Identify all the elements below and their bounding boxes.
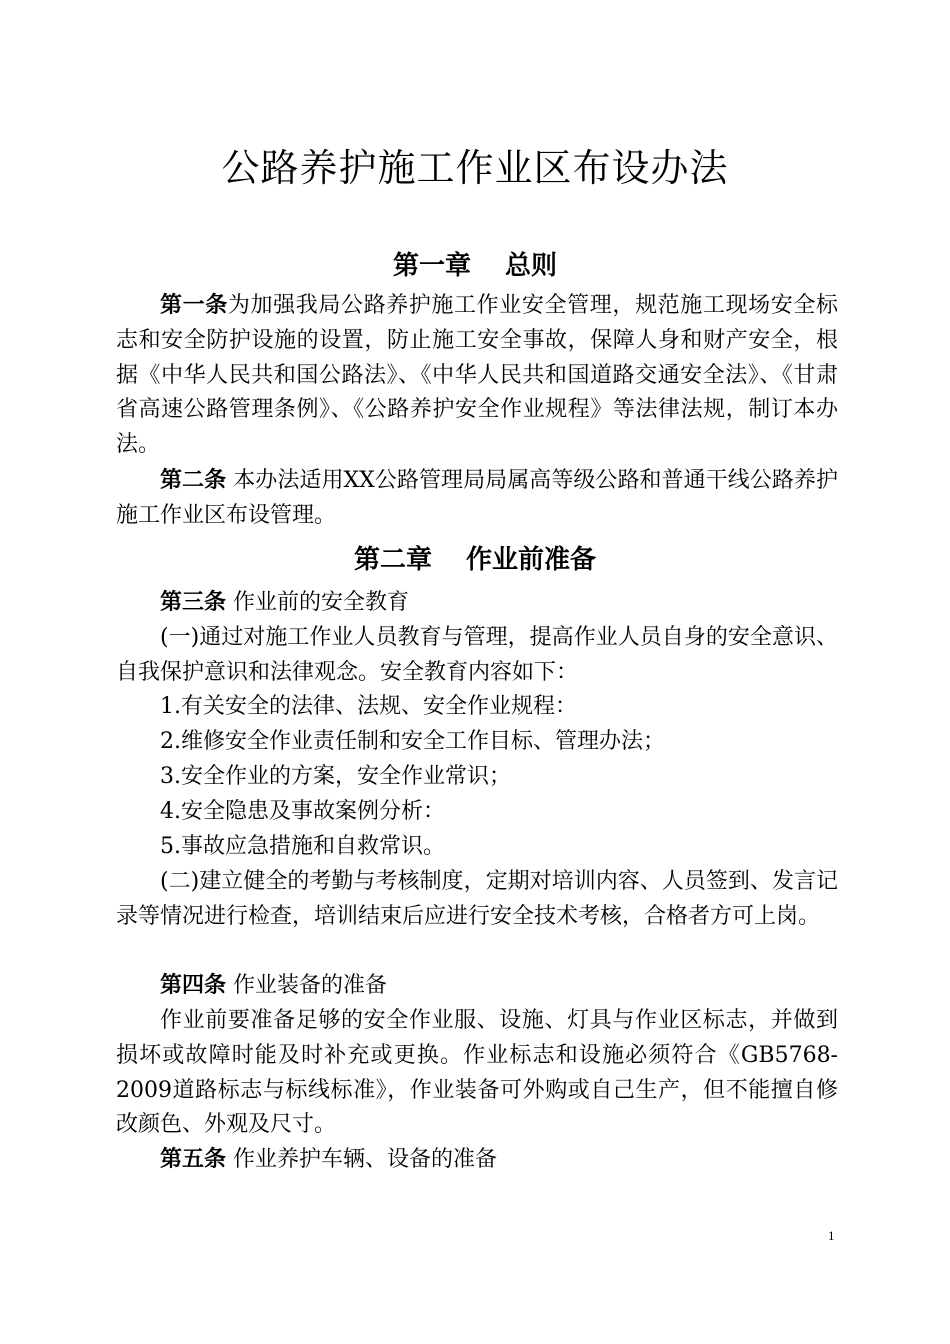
item-2: (二)建立健全的考勤与考核制度，定期对培训内容、人员签到、发言记录等情况进行检查，培训结束后应进行安全技术考核，合格者方可上岗。	[116, 869, 838, 929]
chapter-2-name: 作业前准备	[466, 545, 597, 575]
chapter-2-heading	[0, 540, 950, 580]
list-item-2: 2.维修安全作业责任制和安全工作目标、管理办法；	[160, 729, 665, 754]
chapter-1-heading	[0, 246, 950, 286]
chapter-1-name: 总则	[505, 251, 558, 281]
article-5	[116, 1143, 838, 1178]
article-4-text: 作业装备的准备	[226, 973, 388, 998]
list-item-3: 3.安全作业的方案，安全作业常识；	[160, 764, 511, 789]
article-4-label: 第四条	[160, 973, 227, 998]
document-title: 公路养护施工作业区布设办法	[221, 146, 729, 190]
article-3-text: 作业前的安全教育	[226, 590, 410, 615]
article-1	[116, 289, 838, 463]
article-4-body: 作业前要准备足够的安全作业服、设施、灯具与作业区标志，并做到损坏或故障时能及时补充或更换。作业标志和设施必须符合《GB5768-2009道路标志与标线标准》，作业装备可外购或自己生产，但不能擅自修改颜色、外观及尺寸。	[116, 1008, 838, 1138]
chapter-1-label: 第一章	[392, 251, 471, 281]
article-3	[116, 586, 838, 621]
list-item-5: 5.事故应急措施和自救常识。	[160, 834, 445, 859]
article-5-text: 作业养护车辆、设备的准备	[226, 1147, 498, 1172]
article-1-label: 第一条	[160, 293, 228, 318]
article-2	[116, 464, 838, 534]
article-2-label: 第二条	[160, 468, 227, 493]
article-1-text: 为加强我局公路养护施工作业安全管理，规范施工现场安全标志和安全防护设施的设置，防止施工安全事故，保障人身和财产安全，根据《中华人民共和国公路法》、《中华人民共和国道路交通安全法》、《甘肃省高速公路管理条例》、《公路养护安全作业规程》等法律法规，制订本办法。	[116, 293, 838, 458]
list-item-4: 4.安全隐患及事故案例分析：	[160, 799, 445, 824]
page-number: 1	[828, 1228, 835, 1243]
item-1: (一)通过对施工作业人员教育与管理，提高作业人员自身的安全意识、自我保护意识和法律观念。安全教育内容如下：	[116, 625, 838, 685]
article-2-text: 本办法适用XX公路管理局局属高等级公路和普通干线公路养护施工作业区布设管理。	[116, 468, 838, 528]
article-5-label: 第五条	[160, 1147, 227, 1172]
chapter-2-label: 第二章	[353, 545, 432, 575]
list-item-1: 1.有关安全的法律、法规、安全作业规程：	[160, 694, 577, 719]
article-4	[116, 969, 838, 1004]
article-3-label: 第三条	[160, 590, 227, 615]
